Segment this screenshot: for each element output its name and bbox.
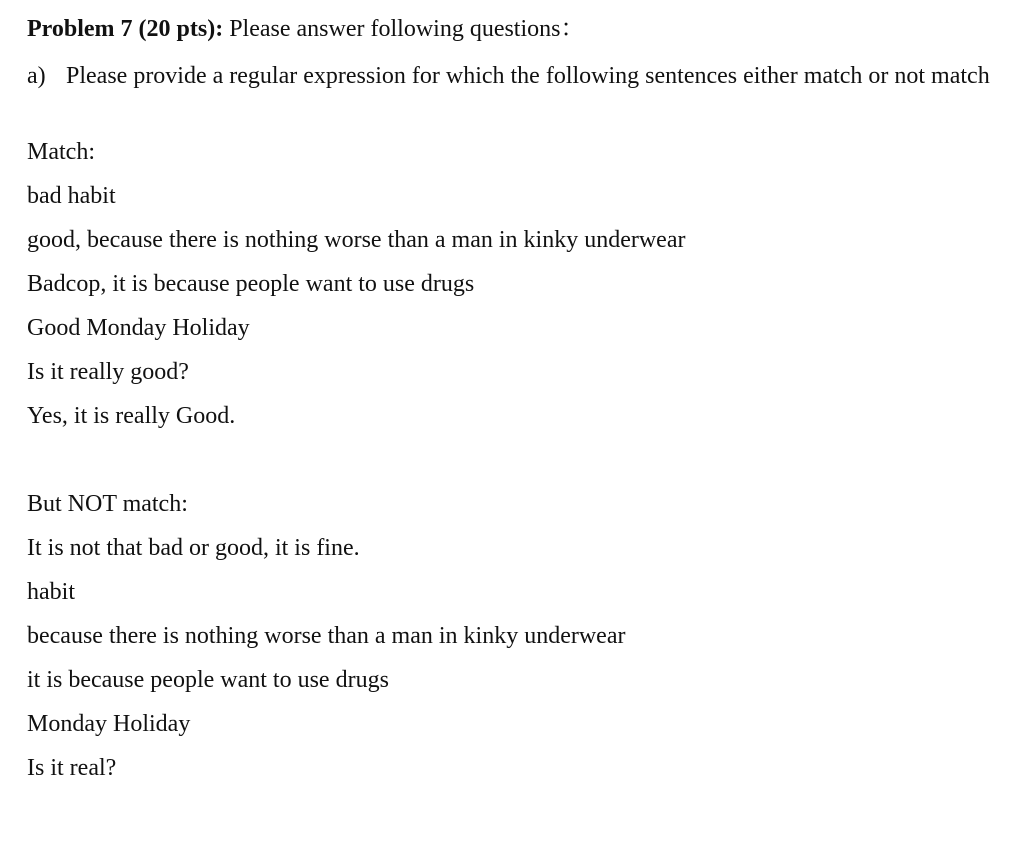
- not-match-line: Is it real?: [27, 755, 117, 781]
- match-heading: Match:: [27, 139, 95, 165]
- problem-title-text: Please answer following questions：: [223, 16, 585, 42]
- spacer: [27, 91, 997, 137]
- match-line: Good Monday Holiday: [27, 315, 250, 341]
- item-a-marker: a): [27, 63, 46, 89]
- problem-title: [27, 14, 997, 48]
- not-match-line: Monday Holiday: [27, 711, 191, 737]
- match-line: good, because there is nothing worse than a man in kinky underwear: [27, 227, 686, 253]
- match-line: Badcop, it is because people want to use drugs: [27, 271, 475, 297]
- match-line: bad habit: [27, 183, 116, 209]
- problem-title-bold: Problem 7 (20 pts):: [27, 16, 224, 42]
- not-match-line: it is because people want to use drugs: [27, 667, 389, 693]
- not-match-line: because there is nothing worse than a man in kinky underwear: [27, 623, 626, 649]
- match-line: Yes, it is really Good.: [27, 403, 236, 429]
- question-item-a: [27, 61, 997, 91]
- not-match-line: It is not that bad or good, it is fine.: [27, 535, 360, 561]
- match-line: Is it really good?: [27, 359, 189, 385]
- document-page: [27, 14, 997, 797]
- not-match-line: habit: [27, 579, 75, 605]
- item-a-text: Please provide a regular expression for which the following sentences either match or not match: [66, 63, 990, 89]
- not-match-heading: But NOT match:: [27, 491, 188, 517]
- spacer: [27, 445, 997, 489]
